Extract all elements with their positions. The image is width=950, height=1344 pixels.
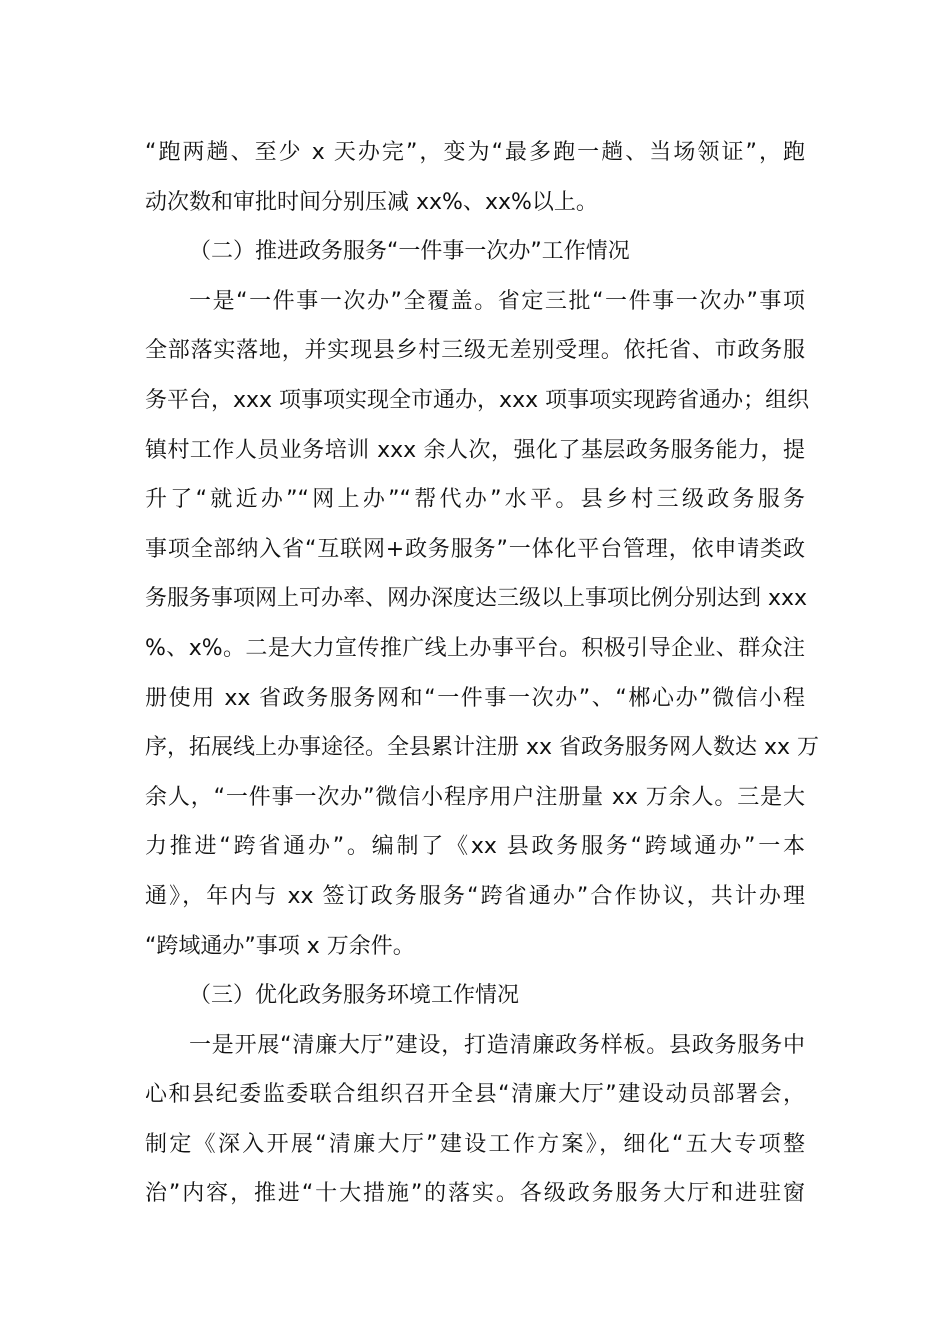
text-line: 册使用 xx 省政务服务网和“一件事一次办”、“郴心办”微信小程: [145, 685, 805, 711]
text-line: %、x%。二是大力宣传推广线上办事平台。积极引导企业、群众注: [145, 635, 805, 661]
text-line: 治”内容，推进“十大措施”的落实。各级政务服务大厅和进驻窗: [145, 1181, 805, 1207]
text-line: 制定《深入开展“清廉大厅”建设工作方案》，细化“五大专项整: [145, 1131, 805, 1157]
text-line: 务平台，xxx 项事项实现全市通办，xxx 项事项实现跨省通办；组织: [145, 387, 810, 413]
text-line: 一是开展“清廉大厅”建设，打造清廉政务样板。县政务服务中: [189, 1032, 805, 1058]
document-body: [145, 128, 820, 1219]
text-line: “跑两趟、至少 x 天办完”，变为“最多跑一趟、当场领证”，跑: [145, 140, 805, 165]
text-line: 升了“就近办”“网上办”“帮代办”水平。县乡村三级政务服务: [145, 487, 805, 513]
text-line: 全部落实落地，并实现县乡村三级无差别受理。依托省、市政务服: [145, 338, 805, 364]
text-line: 动次数和审批时间分别压减 xx%、xx%以上。: [145, 189, 598, 215]
text-line: 心和县纪委监委联合组织召开全县“清廉大厅”建设动员部署会，: [145, 1082, 805, 1108]
text-line: 序，拓展线上办事途径。全县累计注册 xx 省政务服务网人数达 xx 万: [145, 735, 820, 761]
text-line: 力推进“跨省通办”。编制了《xx 县政务服务“跨域通办”一本: [145, 834, 805, 860]
text-line: 事项全部纳入省“互联网+政务服务”一体化平台管理，依申请类政: [145, 536, 805, 562]
text-line: 通》，年内与 xx 签订政务服务“跨省通办”合作协议，共计办理: [145, 883, 805, 909]
text-line: “跨域通办”事项 x 万余件。: [145, 933, 415, 959]
section-heading: （二）推进政务服务“一件事一次办”工作情况: [189, 239, 630, 265]
text-line: 务服务事项网上可办率、网办深度达三级以上事项比例分别达到 xxx: [145, 586, 808, 612]
text-line: 一是“一件事一次办”全覆盖。省定三批“一件事一次办”事项: [189, 288, 805, 314]
text-line: 镇村工作人员业务培训 xxx 余人次，强化了基层政务服务能力，提: [145, 437, 805, 463]
text-line: 余人，“一件事一次办”微信小程序用户注册量 xx 万余人。三是大: [145, 784, 805, 810]
section-heading: （三）优化政务服务环境工作情况: [189, 983, 520, 1009]
